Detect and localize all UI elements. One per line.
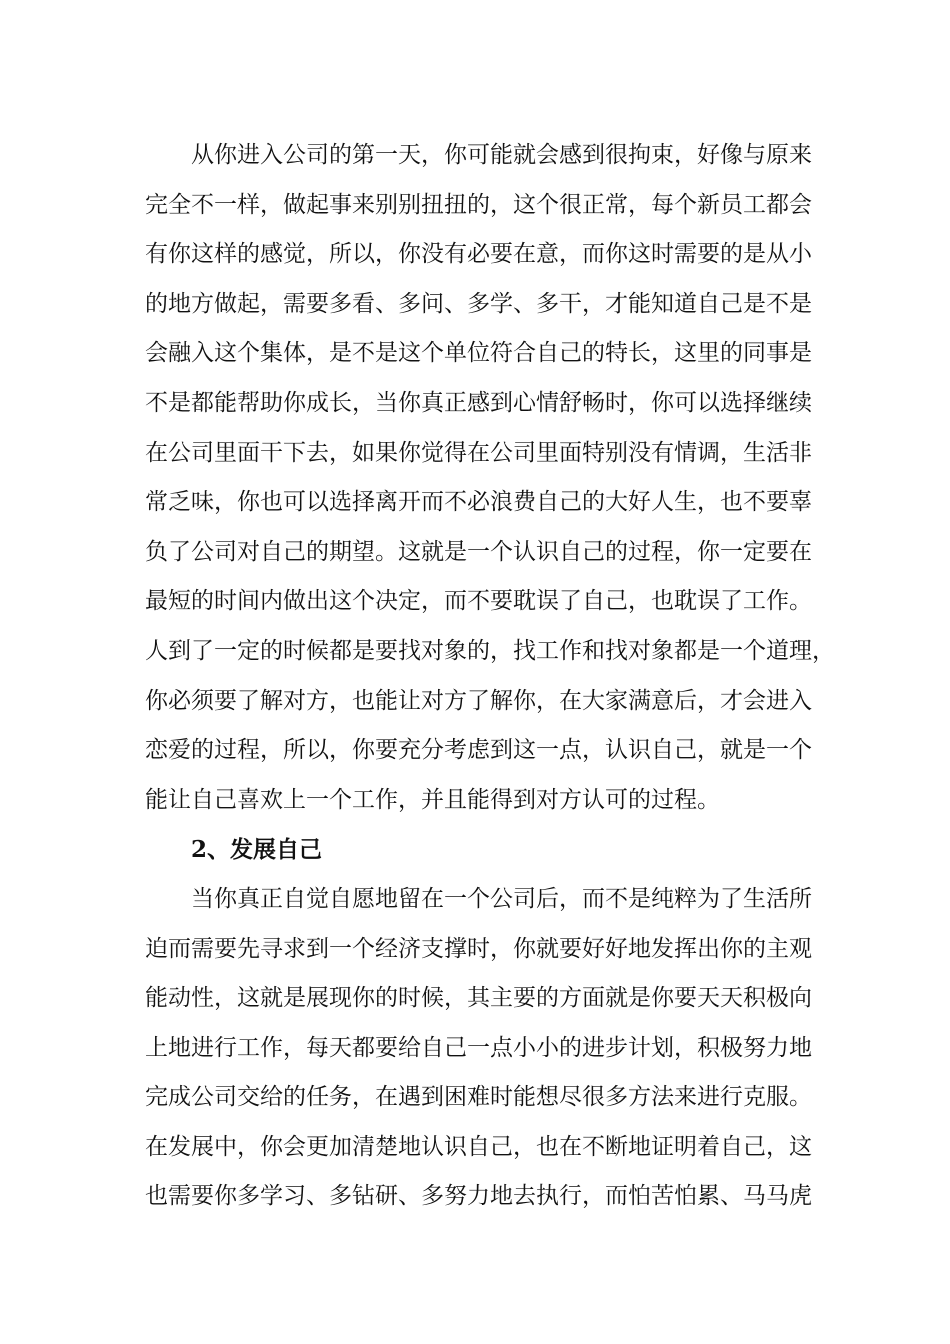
paragraph-line: 能让自己喜欢上一个工作，并且能得到对方认可的过程。	[145, 786, 720, 813]
paragraph-line: 完成公司交给的任务，在遇到困难时能想尽很多方法来进行克服。	[145, 1084, 812, 1111]
paragraph-line: 迫而需要先寻求到一个经济支撑时，你就要好好地发挥出你的主观	[145, 935, 812, 962]
paragraph-line: 上地进行工作，每天都要给自己一点小小的进步计划，积极努力地	[145, 1034, 812, 1061]
paragraph-line: 也需要你多学习、多钻研、多努力地去执行，而怕苦怕累、马马虎	[145, 1183, 812, 1210]
paragraph-line: 从你进入公司的第一天，你可能就会感到很拘束，好像与原来	[191, 142, 812, 168]
paragraph-line: 负了公司对自己的期望。这就是一个认识自己的过程，你一定要在	[145, 538, 812, 565]
paragraph-line: 当你真正自觉自愿地留在一个公司后，而不是纯粹为了生活所	[191, 885, 812, 912]
paragraph-line: 完全不一样，做起事来别别扭扭的，这个很正常，每个新员工都会	[145, 191, 812, 218]
section-heading: 2、发展自己	[191, 836, 323, 864]
paragraph-line: 会融入这个集体，是不是这个单位符合自己的特长，这里的同事是	[145, 340, 812, 367]
paragraph-line: 最短的时间内做出这个决定，而不要耽误了自己，也耽误了工作。	[145, 588, 812, 615]
document-body	[145, 131, 835, 1222]
paragraph-line: 的地方做起，需要多看、多问、多学、多干，才能知道自己是不是	[145, 290, 812, 317]
paragraph-line: 常乏味，你也可以选择离开而不必浪费自己的大好人生，也不要辜	[145, 489, 812, 516]
paragraph-line: 恋爱的过程，所以，你要充分考虑到这一点，认识自己，就是一个	[145, 737, 812, 764]
paragraph-line: 能动性，这就是展现你的时候，其主要的方面就是你要天天积极向	[145, 985, 812, 1012]
paragraph-line: 有你这样的感觉，所以，你没有必要在意，而你这时需要的是从小	[145, 241, 812, 268]
paragraph-line: 不是都能帮助你成长，当你真正感到心情舒畅时，你可以选择继续	[145, 389, 812, 416]
paragraph-line: 在发展中，你会更加清楚地认识自己，也在不断地证明着自己，这	[145, 1133, 812, 1160]
paragraph-line: 你必须要了解对方，也能让对方了解你，在大家满意后，才会进入	[145, 687, 812, 714]
paragraph-line: 在公司里面干下去，如果你觉得在公司里面特别没有情调，生活非	[145, 439, 812, 466]
paragraph-line: 人到了一定的时候都是要找对象的，找工作和找对象都是一个道理，	[145, 637, 835, 664]
